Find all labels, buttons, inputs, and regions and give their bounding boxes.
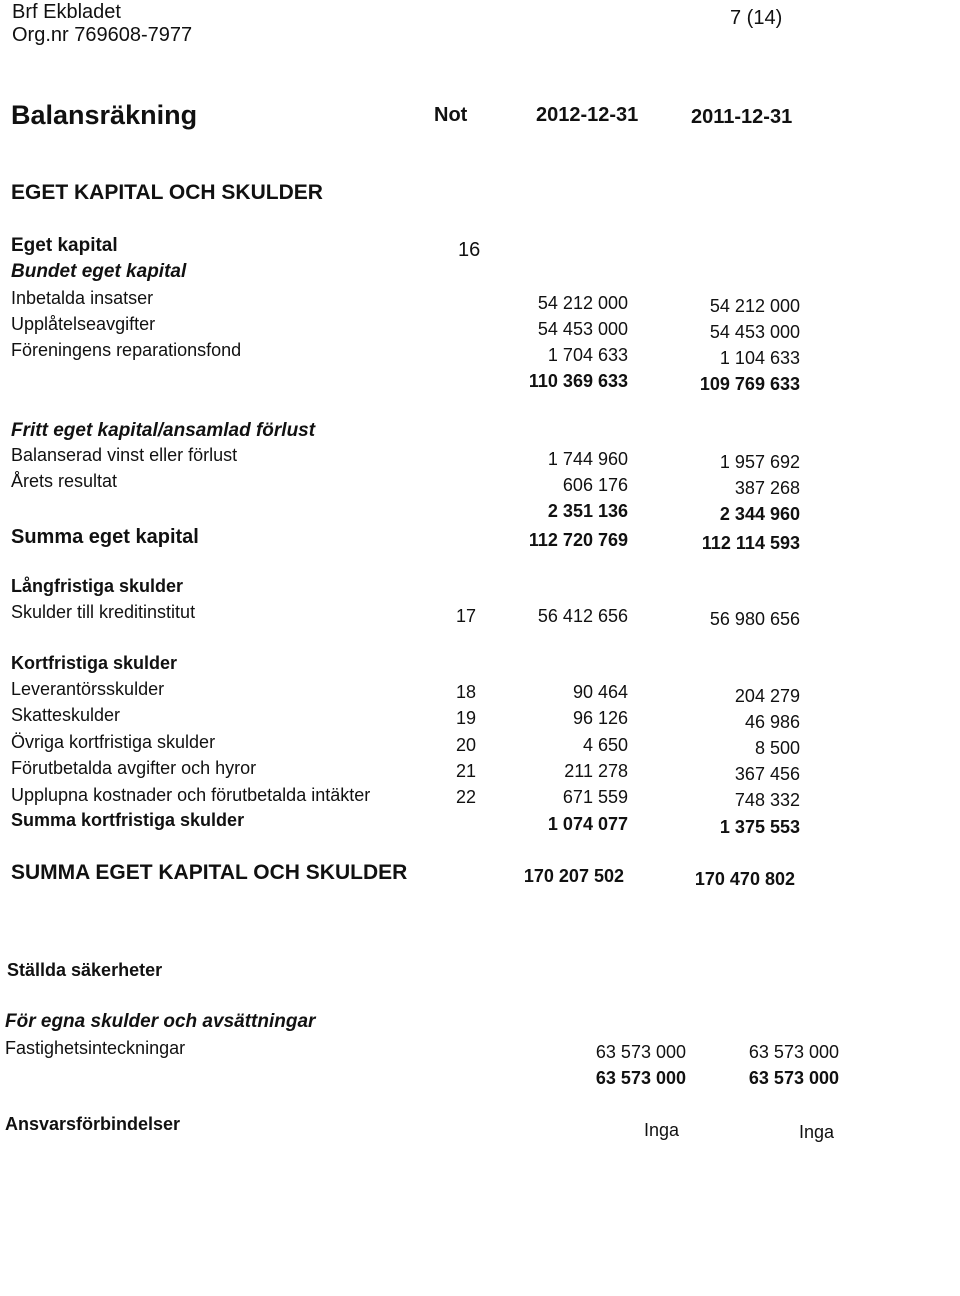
row-label: Upplupna kostnader och förutbetalda intäkter — [11, 785, 371, 805]
row-label: Årets resultat — [11, 471, 118, 491]
subtotal-2012: 2 351 136 — [547, 501, 628, 521]
note-ref: 17 — [456, 606, 477, 626]
value-2012: 1 704 633 — [547, 345, 628, 365]
value-2011: 54 453 000 — [709, 322, 800, 342]
organization-name: Brf Ekbladet — [12, 1, 121, 23]
value-2012: 54 212 000 — [537, 293, 628, 313]
value-2012: 90 464 — [572, 682, 628, 702]
ansvar-value-2012: Inga — [644, 1120, 680, 1140]
value-2012: 211 278 — [564, 761, 628, 781]
column-header-not: Not — [434, 104, 468, 126]
ansvarsforbindelser-label: Ansvarsförbindelser — [5, 1114, 181, 1134]
group-label-langfristiga: Långfristiga skulder — [11, 576, 184, 596]
grand-total-2011: 170 470 802 — [694, 869, 795, 889]
stallda-sakerheter-heading: Ställda säkerheter — [7, 960, 163, 980]
row-label: Skulder till kreditinstitut — [11, 602, 196, 622]
column-header-2012: 2012-12-31 — [536, 104, 639, 126]
summa-kortfristiga-2011: 1 375 553 — [719, 817, 800, 837]
note-ref: 18 — [456, 682, 477, 702]
row-label: Föreningens reparationsfond — [11, 340, 242, 360]
row-label: Balanserad vinst eller förlust — [11, 445, 238, 465]
stallda-subheading: För egna skulder och avsättningar — [5, 1011, 316, 1032]
value-2012: 671 559 — [562, 787, 628, 807]
value-2012: 96 126 — [572, 708, 628, 728]
value-2011: 56 980 656 — [709, 609, 800, 629]
note-ref: 20 — [456, 735, 477, 755]
row-label: Övriga kortfristiga skulder — [11, 732, 216, 752]
value-2011: 367 456 — [734, 764, 800, 784]
summa-eget-kapital-label: Summa eget kapital — [11, 526, 199, 548]
summa-kortfristiga-label: Summa kortfristiga skulder — [11, 810, 245, 830]
value-2011: 46 986 — [744, 712, 800, 732]
summa-eget-kapital-2011: 112 114 593 — [701, 533, 800, 553]
value-2012: 56 412 656 — [537, 606, 628, 626]
ansvar-value-2011: Inga — [799, 1122, 835, 1142]
value-2011: 204 279 — [734, 686, 800, 706]
subtotal-2011: 63 573 000 — [748, 1068, 839, 1088]
summa-eget-kapital-2012: 112 720 769 — [528, 530, 628, 550]
row-label: Upplåtelseavgifter — [11, 314, 156, 334]
group-label-eget-kapital: Eget kapital — [11, 235, 118, 256]
value-2012: 1 744 960 — [547, 449, 628, 469]
value-2011: 54 212 000 — [709, 296, 800, 316]
group-label-kortfristiga: Kortfristiga skulder — [11, 653, 178, 673]
organization-number: Org.nr 769608-7977 — [12, 24, 193, 46]
value-2011: 1 957 692 — [719, 452, 800, 472]
value-2011: 1 104 633 — [719, 348, 800, 368]
value-2012: 63 573 000 — [595, 1042, 686, 1062]
row-label: Förutbetalda avgifter och hyror — [11, 758, 257, 778]
summa-kortfristiga-2012: 1 074 077 — [547, 814, 628, 834]
subtotal-2012: 63 573 000 — [595, 1068, 686, 1088]
subtotal-2011: 109 769 633 — [699, 374, 800, 394]
subtotal-2011: 2 344 960 — [719, 504, 800, 524]
page-number: 7 (14) — [730, 7, 783, 29]
grand-total-label: SUMMA EGET KAPITAL OCH SKULDER — [11, 861, 408, 884]
value-2011: 8 500 — [754, 738, 800, 758]
value-2011: 748 332 — [734, 790, 800, 810]
subgroup-label-fritt: Fritt eget kapital/ansamlad förlust — [11, 420, 316, 441]
value-2011: 63 573 000 — [748, 1042, 839, 1062]
row-label: Skatteskulder — [11, 705, 121, 725]
value-2012: 4 650 — [582, 735, 628, 755]
section-heading-main: EGET KAPITAL OCH SKULDER — [11, 181, 323, 204]
subgroup-label-bundet: Bundet eget kapital — [11, 261, 187, 282]
column-header-2011: 2011-12-31 — [691, 106, 793, 128]
grand-total-2012: 170 207 502 — [523, 866, 624, 886]
note-ref: 19 — [456, 708, 477, 728]
note-ref: 21 — [456, 761, 477, 781]
row-label: Inbetalda insatser — [11, 288, 154, 308]
page-title: Balansräkning — [11, 100, 198, 130]
row-label: Leverantörsskulder — [11, 679, 165, 699]
note-ref: 22 — [456, 787, 477, 807]
value-2012: 54 453 000 — [537, 319, 628, 339]
value-2011: 387 268 — [734, 478, 800, 498]
value-2012: 606 176 — [562, 475, 628, 495]
note-ref-16: 16 — [458, 239, 481, 261]
subtotal-2012: 110 369 633 — [528, 371, 628, 391]
row-label: Fastighetsinteckningar — [5, 1038, 186, 1058]
